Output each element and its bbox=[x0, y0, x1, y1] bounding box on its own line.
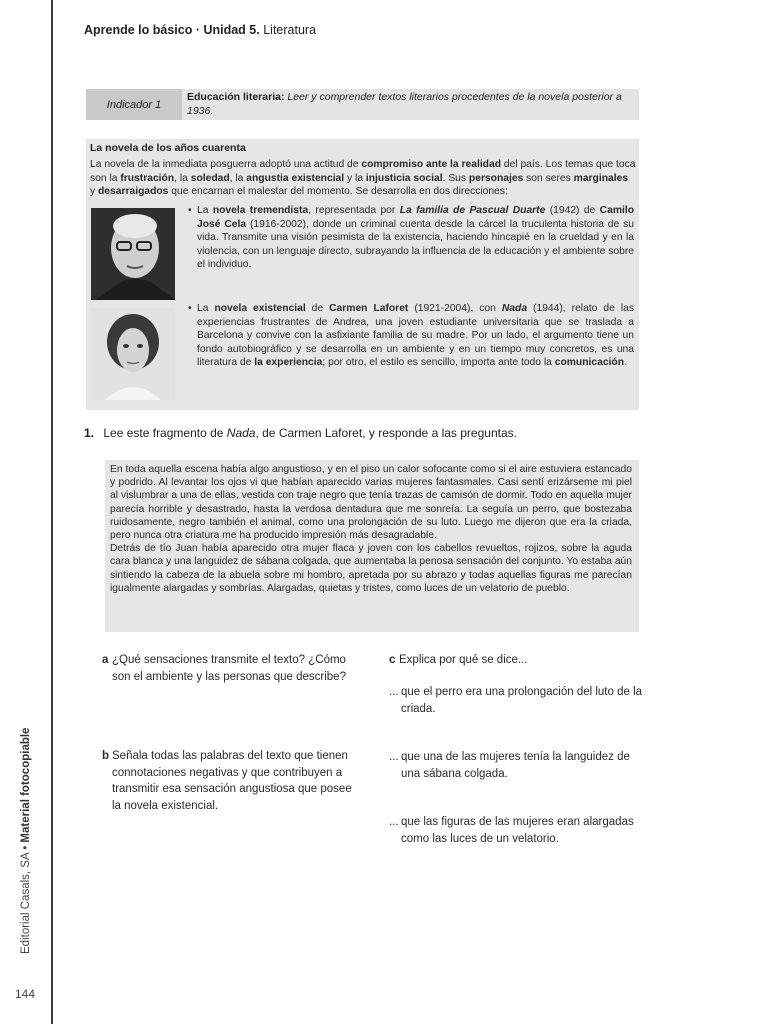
bullet-tremendista bbox=[188, 204, 634, 272]
bullet2-segment: Carmen Laforet bbox=[329, 303, 409, 314]
ellipsis-prefix: ... bbox=[389, 751, 399, 763]
photocopy-note: Material fotocopiable bbox=[20, 727, 32, 843]
question-c-item-text: que el perro era una prolongación del luto de la criada. bbox=[401, 686, 643, 715]
indicator-text bbox=[182, 89, 639, 120]
intro-segment: soledad bbox=[190, 172, 230, 184]
fragment-box bbox=[105, 460, 639, 632]
bullet1-segment: La familia de Pascual Duarte bbox=[399, 205, 546, 216]
publisher-text: Editorial Casals, SA bbox=[20, 853, 32, 954]
bullet2-segment: (1921-2004), con bbox=[408, 303, 502, 314]
intro-segment: del país. Los temas que toca son la bbox=[90, 159, 636, 184]
bullet1-segment: , representada por bbox=[308, 205, 400, 216]
intro-segment: personajes bbox=[468, 172, 524, 184]
bullet-marker: • bbox=[188, 205, 192, 216]
question-letter: a bbox=[102, 654, 109, 666]
header-section: Literatura bbox=[263, 23, 317, 37]
indicator-description: Leer y comprender textos literarios procedentes de la novela posterior a 1936. bbox=[187, 91, 622, 117]
question1-segment: Nada bbox=[226, 426, 256, 440]
intro-segment: y bbox=[90, 186, 99, 198]
intro-segment: angustia existencial bbox=[246, 172, 345, 184]
question-c-item bbox=[389, 749, 644, 782]
bullet-marker: • bbox=[188, 303, 192, 314]
question-a-text: ¿Qué sensaciones transmite el texto? ¿Cómo son el ambiente y las personas que describe? bbox=[112, 654, 346, 683]
bullet1-segment: La bbox=[197, 205, 213, 216]
portrait-laforet bbox=[91, 308, 175, 400]
intro-segment: que encarnan el malestar del momento. Se desarrolla en dos direcciones: bbox=[168, 186, 508, 198]
question-1-text bbox=[103, 426, 517, 440]
question-a bbox=[102, 652, 357, 685]
intro-segment: desarraigados bbox=[98, 186, 169, 198]
bullet-existencial-text bbox=[188, 302, 634, 370]
theory-box bbox=[86, 139, 639, 410]
bullet1-segment: novela tremendista bbox=[212, 205, 309, 216]
bullet2-segment: novela existencial bbox=[214, 303, 306, 314]
question-letter: c bbox=[389, 654, 396, 666]
question-b-text: Señala todas las palabras del texto que tienen connotaciones negativas y que contribuyen a transmitir esa sensación angustiosa que posee la novela existencial. bbox=[112, 750, 352, 812]
intro-segment: compromiso ante la realidad bbox=[361, 159, 501, 170]
intro-segment: injusticia social bbox=[365, 172, 443, 184]
theory-intro bbox=[90, 158, 636, 199]
question1-segment: , de Carmen Laforet, y responde a las preguntas. bbox=[255, 426, 517, 440]
question-c bbox=[389, 652, 644, 669]
question-c-item bbox=[389, 684, 644, 717]
question-1 bbox=[84, 426, 517, 440]
question1-segment: Lee este fragmento de bbox=[103, 426, 227, 440]
header-unit: Aprende lo básico · Unidad 5. bbox=[84, 23, 260, 37]
question-c-item-text: que una de las mujeres tenía la languidez de una sábana colgada. bbox=[401, 751, 630, 780]
intro-segment: La novela de la inmediata posguerra adoptó una actitud de bbox=[90, 159, 362, 170]
bullet-existencial bbox=[188, 302, 634, 370]
question-b bbox=[102, 748, 357, 814]
intro-segment: marginales bbox=[573, 172, 629, 184]
ellipsis-prefix: ... bbox=[389, 816, 399, 828]
bullet2-segment: La bbox=[197, 303, 215, 314]
page-number: 144 bbox=[15, 987, 36, 1001]
bullet1-segment: (1942) de bbox=[545, 205, 600, 216]
intro-segment: , la bbox=[229, 172, 247, 184]
intro-segment: son seres bbox=[523, 172, 574, 184]
ellipsis-prefix: ... bbox=[389, 686, 399, 698]
bullet2-segment: ; por otro, el estilo es sencillo, importa ante todo la bbox=[322, 357, 555, 369]
portrait-cela bbox=[91, 208, 175, 300]
fragment-paragraph: En toda aquella escena había algo angustioso, y en el piso un calor sofocante como si el aire estuviera estancado y podrido. Al levantar los ojos vi que habían aparecido varias mujeres fantasmales. Casi sentí erizárseme mi piel al vislumbrar a una de ellas, vestida con traje negro que tenía trazas de camisón de dormir. Todo en aquella mujer parecía horrible y desastrado, hasta la verdosa dentadura que me sonreía. La seguía un perro, que bostezaba ruidosamente, negro también el animal, como una prolongación de su luto. Luego me dijeron que era la criada, pero nunca otra criatura me ha producido impresión más desagradable. bbox=[110, 464, 632, 542]
page-header bbox=[84, 23, 316, 37]
bullet1-segment: (1916-2002), donde un criminal cuenta desde la cárcel la truculenta historia de su vida. Transmite una visión pesimista de la existencia, haciendo hincapié en la crueldad y en la violencia, con un lenguaje directo, subrayando la influencia de la educación y el ambiente sobre el individuo. bbox=[197, 218, 634, 271]
fragment-paragraph: Detrás de tío Juan había aparecido otra mujer flaca y joven con los cabellos revueltos, rojizos, sobre la aguda cara blanca y una languidez de sábana colgada, que aumentaba la penosa sensación del conjunto. Yo estaba aún sintiendo la cabeza de la abuela sobre mi hombro, apretada por su abrazo y todas aquellas figuras me parecían igualmente alargadas y sombrías. Alargadas, quietas y tristes, como luces de un velatorio de pueblo. bbox=[110, 543, 632, 594]
indicator-label: Indicador 1 bbox=[86, 89, 182, 120]
question-c-text: Explica por qué se dice... bbox=[399, 654, 528, 666]
bullet2-segment: . bbox=[623, 357, 627, 369]
question-letter: b bbox=[102, 750, 110, 762]
theory-title: La novela de los años cuarenta bbox=[90, 142, 246, 154]
fragment-text bbox=[110, 463, 632, 595]
bullet2-segment: la experiencia bbox=[254, 357, 323, 369]
bullet2-segment: comunicación bbox=[554, 357, 624, 369]
bullet1-segment: Camilo José Cela bbox=[197, 205, 634, 230]
intro-segment: , la bbox=[174, 172, 191, 184]
question-number: 1. bbox=[84, 426, 95, 440]
intro-segment: y la bbox=[344, 172, 366, 184]
indicator-heading: Educación literaria: bbox=[187, 91, 285, 103]
margin-rule bbox=[51, 0, 53, 1024]
intro-segment: frustración bbox=[120, 172, 175, 184]
bullet2-segment: Nada bbox=[501, 303, 528, 314]
intro-segment: . Sus bbox=[442, 172, 469, 184]
question-c-item-text: que las figuras de las mujeres eran alargadas como las luces de un velatorio. bbox=[401, 816, 634, 845]
bullet2-segment: de bbox=[305, 303, 330, 314]
indicator-box bbox=[86, 89, 639, 120]
side-separator: • bbox=[20, 845, 32, 850]
bullet-tremendista-text bbox=[188, 204, 634, 272]
question-c-item bbox=[389, 814, 644, 847]
bullet2-segment: (1944), relato de las experiencias frustrantes de Andrea, una joven estudiante universitaria que se traslada a Barcelona y convive con la asfixiante familia de su madre. Por un lado, el argumento tiene un fondo autobiográfico y se desarrolla en un ambiente y en un tiempo muy concretos, es una literatura de bbox=[197, 303, 634, 369]
side-credit bbox=[20, 728, 32, 954]
